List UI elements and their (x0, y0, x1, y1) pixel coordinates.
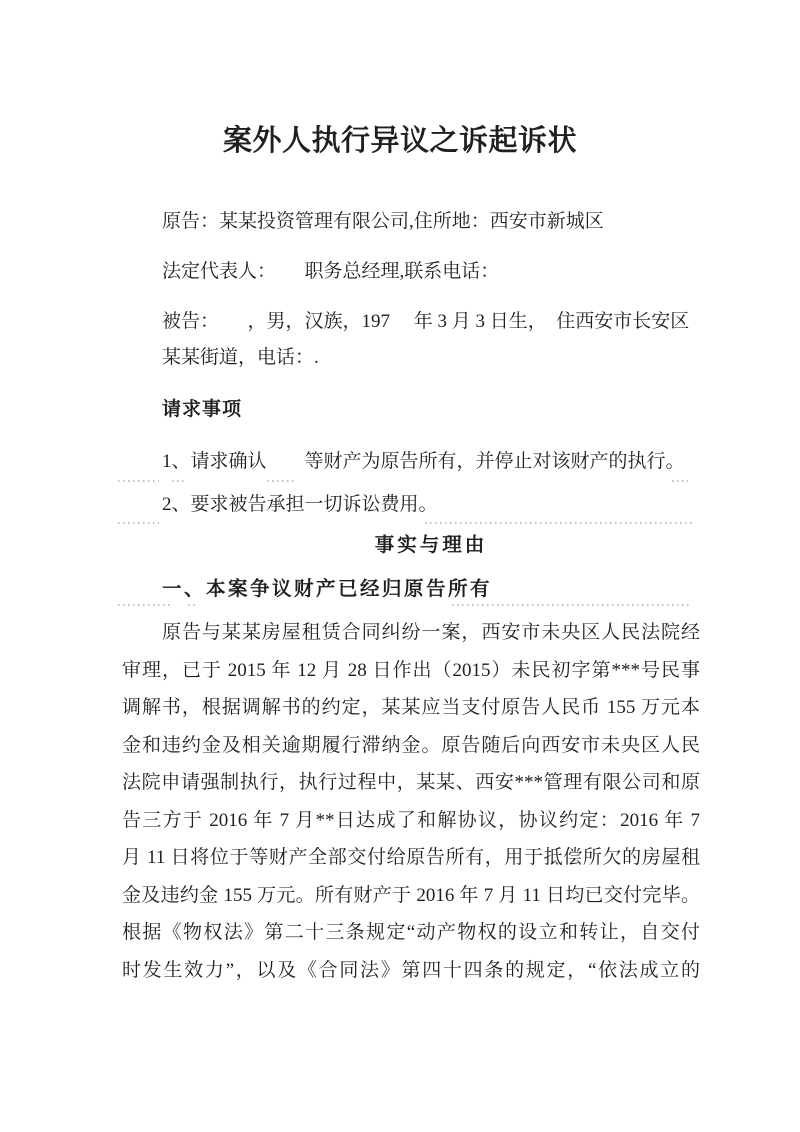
facts-body-paragraph (122, 614, 700, 989)
body-line: 告三方于 2016 年 7 月**日达成了和解协议，协议约定：2016 年 7 (122, 809, 700, 831)
claim-item-1: 1、请求确认 等财产为原告所有，并停止对该财产的执行。 (162, 451, 685, 472)
plaintiff-line: 原告：某某投资管理有限公司,住所地：西安市新城区 (162, 211, 604, 232)
scan-artifact-dotted-line (172, 480, 185, 482)
body-line: 原告与某某房屋租赁合同纠纷一案，西安市未央区人民法院经 (162, 622, 700, 643)
scan-artifact-dotted-line (188, 604, 198, 606)
scan-artifact-dotted-line (425, 522, 692, 524)
body-line: 法院申请强制执行，执行过程中，某某、西安***管理有限公司和原 (122, 772, 700, 793)
facts-subheading: 一、本案争议财产已经归原告所有 (162, 579, 493, 600)
defendant-paragraph (162, 304, 722, 376)
claim-item-2: 2、要求被告承担一切诉讼费用。 (162, 494, 438, 515)
body-line: 金和违约金及相关逾期履行滞纳金。原告随后向西安市未央区人民 (122, 734, 700, 756)
facts-heading: 事实与理由 (374, 535, 488, 556)
scan-artifact-dotted-line (118, 522, 159, 524)
scan-artifact-dotted-line (118, 480, 159, 482)
legal-representative-line: 法定代表人： 职务总经理,联系电话： (162, 261, 500, 282)
body-line: 根据《物权法》第二十三条规定“动产物权的设立和转让，自交付 (122, 922, 700, 943)
defendant-line-1: 被告： ，男，汉族，197 年 3 月 3 日生， 住西安市长安区 (162, 311, 690, 332)
body-line: 审理，已于 2015 年 12 月 28 日作出（2015）未民初字第***号民事 (122, 659, 700, 681)
document-title: 案外人执行异议之诉起诉状 (222, 125, 577, 157)
body-line: 时发生效力”，以及《合同法》第四十四条的规定，“依法成立的 (122, 959, 700, 981)
body-line: 调解书，根据调解书的约定，某某应当支付原告人民币 155 万元本 (122, 697, 700, 718)
claims-heading: 请求事项 (162, 399, 243, 420)
scan-artifact-dotted-line (118, 604, 172, 606)
defendant-line-2: 某某街道，电话：. (162, 347, 319, 368)
scan-artifact-dotted-line (672, 480, 688, 482)
body-line: 月 11 日将位于等财产全部交付给原告所有，用于抵偿所欠的房屋租 (122, 847, 700, 868)
scan-artifact-dotted-line (267, 480, 295, 482)
scan-artifact-dotted-line (452, 604, 689, 606)
body-line: 金及违约金 155 万元。所有财产于 2016 年 7 月 11 日均已交付完毕。 (122, 884, 700, 906)
